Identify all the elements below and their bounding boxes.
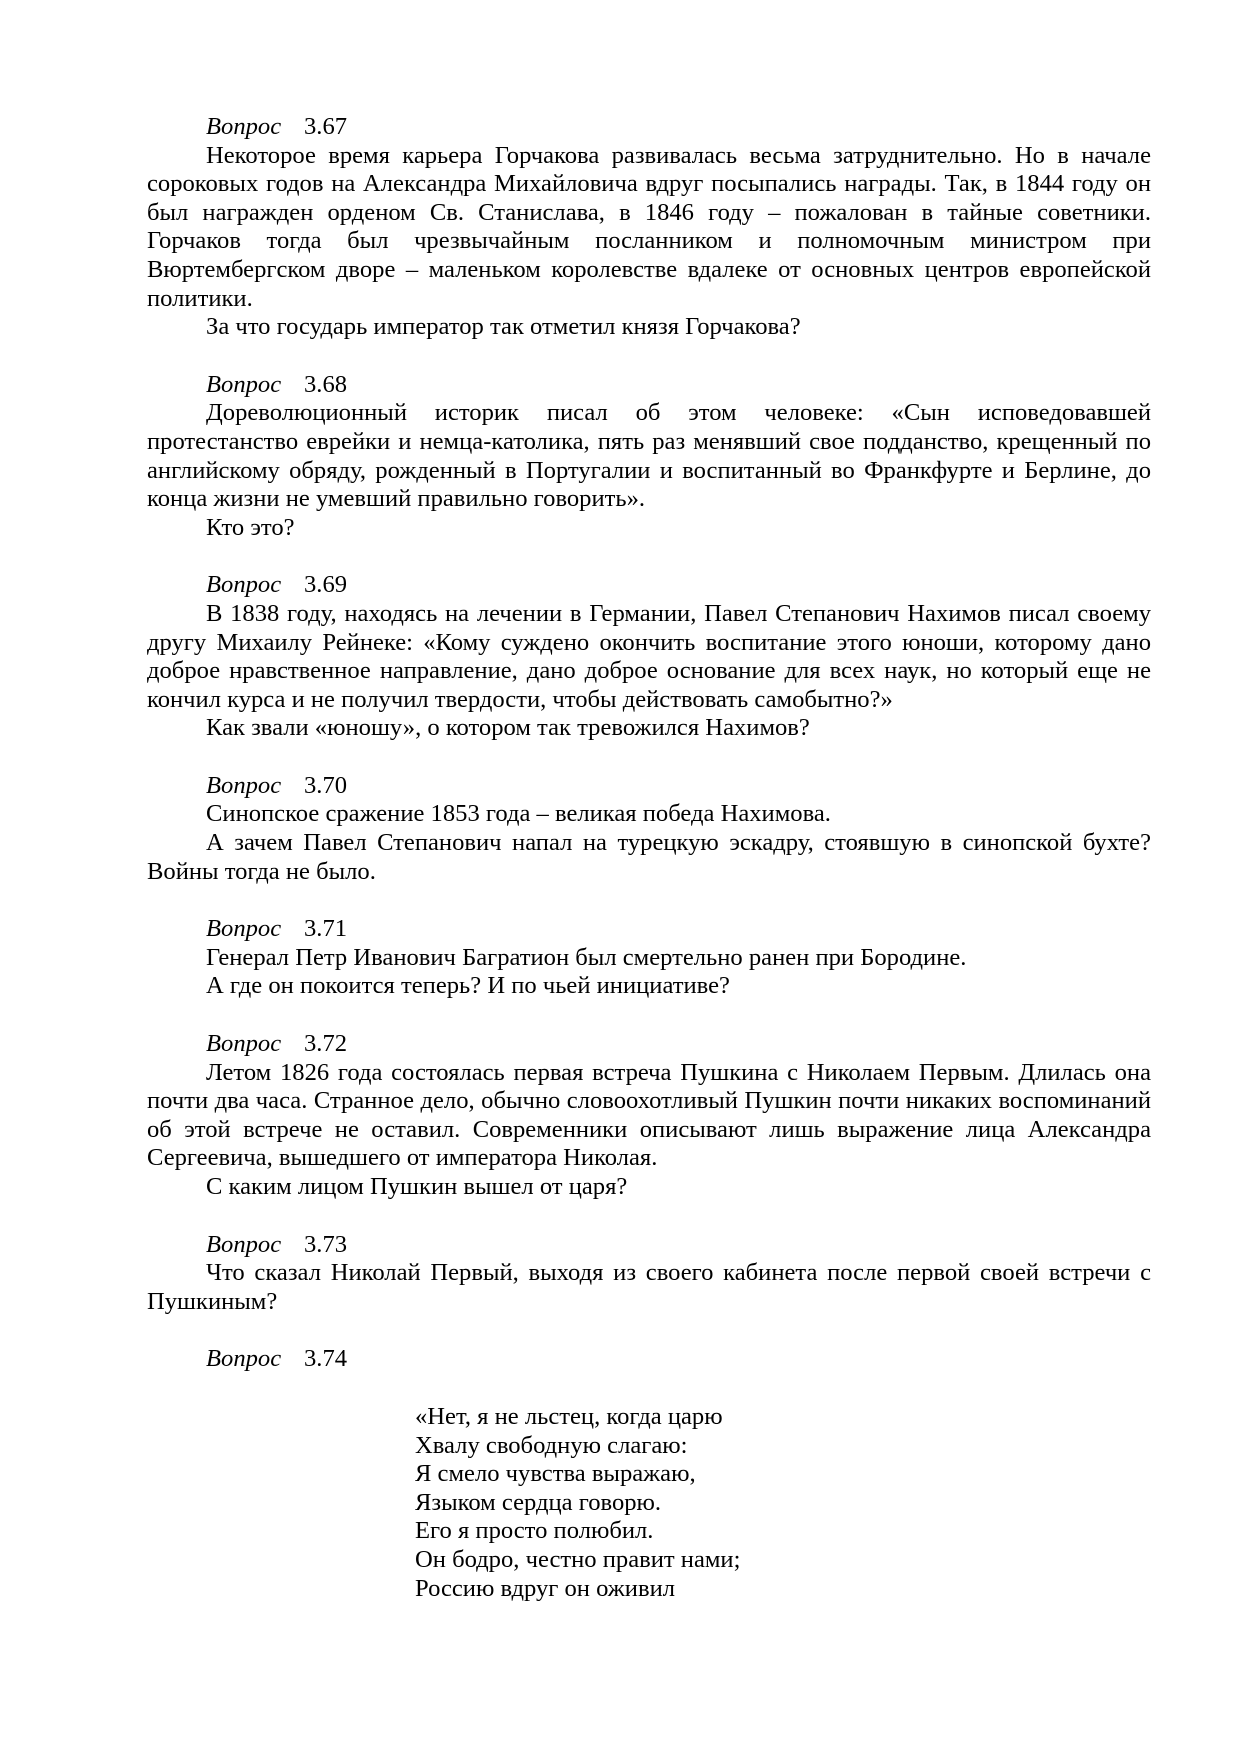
question-3-74 (147, 1345, 1151, 1603)
question-text: Синопское сражение 1853 года – великая победа Нахимова. (206, 800, 831, 828)
poem-line: Он бодро, честно правит нами; (415, 1545, 741, 1573)
document-page (147, 113, 1151, 1632)
question-text: В 1838 году, находясь на лечении в Германии, Павел Степанович Нахимов писал своему другу Михаилу Рейнеке: «Кому суждено окончить воспитание этого юноши, которому дано доброе нравственное направление, дано доброе основание для всех наук, но который еще не кончил курса и не получил твердости, чтобы действовать самобытно?» (147, 599, 1151, 713)
question-3-68 (147, 371, 1151, 543)
question-3-72 (147, 1030, 1151, 1202)
question-3-73 (147, 1231, 1151, 1317)
question-number: 3.69 (304, 571, 348, 599)
question-3-69 (147, 571, 1151, 743)
question-label: Вопрос (206, 571, 282, 599)
question-number: 3.74 (304, 1345, 348, 1373)
question-text: Что сказал Николай Первый, выходя из своего кабинета после первой своей встречи с Пушкиным? (147, 1259, 1151, 1315)
question-label: Вопрос (206, 771, 282, 799)
question-heading (147, 1231, 1151, 1260)
question-prompt: Кто это? (206, 513, 295, 541)
question-heading (147, 113, 1151, 142)
question-3-67 (147, 113, 1151, 342)
question-label: Вопрос (206, 1345, 282, 1373)
question-heading (147, 571, 1151, 600)
question-number: 3.67 (304, 113, 348, 140)
question-text: Летом 1826 года состоялась первая встреча Пушкина с Николаем Первым. Длилась она почти два часа. Странное дело, обычно словоохотливый Пушкин почти никаких воспоминаний об этой встрече не оставил. Современники описывают лишь выражение лица Александра Сергеевича, вышедшего от императора Николая. (147, 1058, 1151, 1172)
question-label: Вопрос (206, 370, 282, 398)
question-heading (147, 1345, 1151, 1374)
question-heading (147, 1030, 1151, 1059)
poem-line: Россию вдруг он оживил (415, 1574, 675, 1602)
question-prompt: С каким лицом Пушкин вышел от царя? (206, 1173, 628, 1200)
question-prompt: А зачем Павел Степанович напал на турецкую эскадру, стоявшую в синопской бухте? Войны тогда не было. (147, 829, 1151, 885)
poem-line: Я смело чувства выражаю, (415, 1460, 696, 1488)
question-heading (147, 371, 1151, 400)
question-number: 3.70 (304, 771, 348, 799)
question-number: 3.73 (304, 1230, 348, 1258)
question-heading (147, 772, 1151, 801)
question-number: 3.68 (304, 370, 348, 398)
question-3-71 (147, 915, 1151, 1001)
question-label: Вопрос (206, 113, 282, 140)
question-prompt: А где он покоится теперь? И по чьей инициативе? (206, 972, 730, 1000)
poem-line: Языком сердца говорю. (415, 1488, 662, 1516)
question-text: Некоторое время карьера Горчакова развивалась весьма затруднительно. Но в начале сороковых годов на Александра Михайловича вдруг посыпались награды. Так, в 1844 году он был награжден орденом Св. Станислава, в 1846 году – пожалован в тайные советники. Горчаков тогда был чрезвычайным посланником и полномочным министром при Вюртембергском дворе – маленьком королевстве вдалеке от основных центров европейской политики. (147, 141, 1151, 312)
question-label: Вопрос (206, 1030, 282, 1058)
question-number: 3.72 (304, 1030, 348, 1058)
poem-line: Его я просто полюбил. (415, 1517, 654, 1545)
question-text: Генерал Петр Иванович Багратион был смертельно ранен при Бородине. (206, 943, 967, 971)
question-3-70 (147, 772, 1151, 886)
poem-line: Хвалу свободную слагаю: (415, 1431, 688, 1459)
question-heading (147, 915, 1151, 944)
question-number: 3.71 (304, 915, 348, 943)
question-prompt: За что государь император так отметил князя Горчакова? (206, 313, 801, 341)
poem-line: «Нет, я не льстец, когда царю (415, 1402, 723, 1430)
question-label: Вопрос (206, 1230, 282, 1258)
poem-quote (147, 1403, 1151, 1603)
question-label: Вопрос (206, 915, 282, 943)
question-text: Дореволюционный историк писал об этом человеке: «Сын исповедовавшей протестанство еврейки и немца-католика, пять раз менявший свое подданство, крещенный по английскому обряду, рожденный в Португалии и воспитанный во Франкфурте и Берлине, до конца жизни не умевший правильно говорить». (147, 399, 1151, 513)
question-prompt: Как звали «юношу», о котором так тревожился Нахимов? (206, 714, 810, 742)
